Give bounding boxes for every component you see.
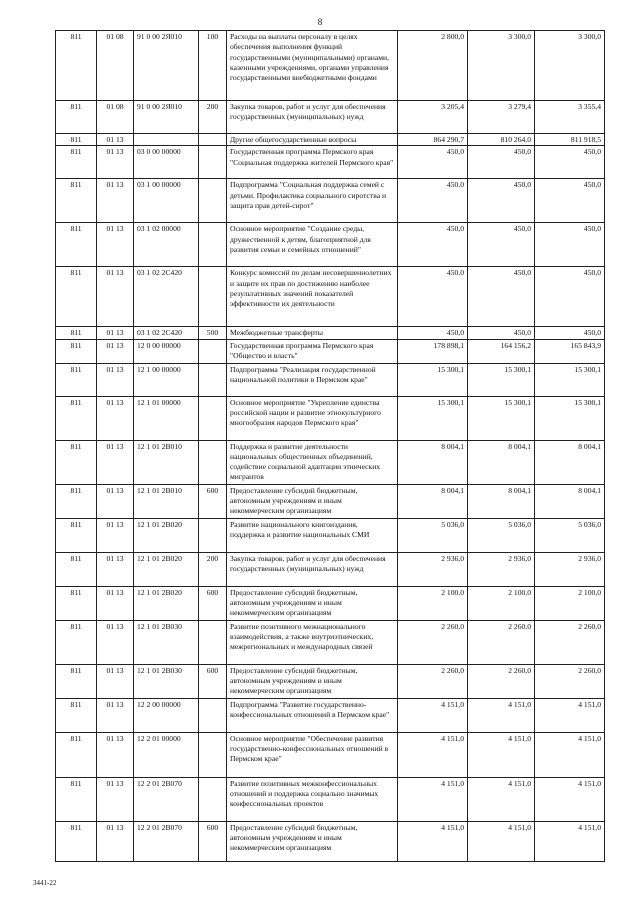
cell-amount-year-2: 164 156,2 (468, 339, 535, 363)
cell-description: Подпрограмма "Реализация государственной национальной политики в Пермском крае" (227, 363, 398, 396)
cell-amount-year-3: 4 151,0 (535, 698, 605, 732)
cell-description: Подпрограмма "Социальная поддержка семей с детьми. Профилактика социального сиротства и защита прав детей-сирот" (227, 179, 398, 223)
cell-section-code: 01 13 (97, 134, 134, 146)
cell-description: Другие общегосударственные вопросы (227, 134, 398, 146)
cell-department-code: 811 (56, 518, 97, 552)
cell-department-code: 811 (56, 363, 97, 396)
cell-section-code: 01 13 (97, 339, 134, 363)
cell-amount-year-3: 450,0 (535, 146, 605, 179)
cell-amount-year-3: 3 355,4 (535, 101, 605, 134)
cell-amount-year-2: 450,0 (468, 223, 535, 267)
table-row (56, 179, 605, 223)
cell-expense-type (199, 179, 227, 223)
table-row (56, 267, 605, 327)
cell-section-code: 01 13 (97, 267, 134, 327)
table-row (56, 664, 605, 698)
cell-target-article: 12 2 01 2В070 (134, 821, 199, 861)
cell-amount-year-3: 3 300,0 (535, 31, 605, 101)
table-row (56, 31, 605, 101)
cell-description: Расходы на выплаты персоналу в целях обеспечения выполнения функций государственными (муниципальными) органами, казенными учреждениями, органами управления государственными внебюджетными фондами (227, 31, 398, 101)
cell-description: Развитие национального книгоиздания, поддержка и развитие национальных СМИ (227, 518, 398, 552)
cell-target-article: 91 0 00 2Я010 (134, 101, 199, 134)
cell-target-article: 03 1 02 2С420 (134, 267, 199, 327)
cell-amount-year-1: 3 205,4 (398, 101, 468, 134)
cell-expense-type (199, 777, 227, 821)
cell-amount-year-1: 8 004,1 (398, 440, 468, 484)
cell-expense-type (199, 339, 227, 363)
cell-target-article: 12 1 01 00000 (134, 396, 199, 440)
cell-amount-year-2: 3 300,0 (468, 31, 535, 101)
cell-section-code: 01 13 (97, 518, 134, 552)
table-row (56, 620, 605, 664)
cell-amount-year-1: 15 300,1 (398, 396, 468, 440)
cell-amount-year-3: 450,0 (535, 327, 605, 339)
cell-description: Поддержка и развитие деятельности национальных общественных объединений, содействие социальной адаптации этнических мигрантов (227, 440, 398, 484)
cell-amount-year-1: 15 300,1 (398, 363, 468, 396)
cell-amount-year-3: 5 036,0 (535, 518, 605, 552)
cell-amount-year-2: 450,0 (468, 327, 535, 339)
table-row (56, 134, 605, 146)
cell-description: Предоставление субсидий бюджетным, автономным учреждениям и иным некоммерческим организациям (227, 664, 398, 698)
cell-amount-year-1: 450,0 (398, 267, 468, 327)
cell-target-article: 12 1 00 00000 (134, 363, 199, 396)
cell-section-code: 01 13 (97, 698, 134, 732)
cell-department-code: 811 (56, 440, 97, 484)
cell-amount-year-1: 2 800,0 (398, 31, 468, 101)
cell-amount-year-3: 2 100,0 (535, 586, 605, 620)
cell-expense-type (199, 396, 227, 440)
cell-amount-year-1: 2 260,0 (398, 664, 468, 698)
cell-expense-type (199, 732, 227, 777)
cell-target-article: 12 1 01 2В020 (134, 552, 199, 586)
cell-section-code: 01 08 (97, 101, 134, 134)
cell-department-code: 811 (56, 396, 97, 440)
table-row (56, 777, 605, 821)
cell-expense-type (199, 698, 227, 732)
cell-department-code: 811 (56, 732, 97, 777)
cell-description: Основное мероприятие "Обеспечение развития государственно-конфессиональных отношений в Пермском крае" (227, 732, 398, 777)
cell-expense-type: 500 (199, 327, 227, 339)
cell-amount-year-1: 4 151,0 (398, 732, 468, 777)
cell-amount-year-3: 8 004,1 (535, 484, 605, 518)
cell-amount-year-1: 4 151,0 (398, 698, 468, 732)
cell-target-article: 12 1 01 2В030 (134, 664, 199, 698)
cell-section-code: 01 13 (97, 821, 134, 861)
cell-expense-type: 100 (199, 31, 227, 101)
table-row (56, 327, 605, 339)
cell-section-code: 01 13 (97, 484, 134, 518)
table-row (56, 732, 605, 777)
cell-amount-year-2: 450,0 (468, 267, 535, 327)
cell-department-code: 811 (56, 267, 97, 327)
cell-amount-year-2: 2 936,0 (468, 552, 535, 586)
cell-description: Подпрограмма "Развитие государственно-конфессиональных отношений в Пермском крае" (227, 698, 398, 732)
cell-description: Основное мероприятие "Создание среды, дружественной к детям, благоприятной для развития семьи и семейных отношений" (227, 223, 398, 267)
budget-table (55, 30, 605, 862)
cell-amount-year-2: 4 151,0 (468, 821, 535, 861)
cell-amount-year-1: 450,0 (398, 146, 468, 179)
cell-expense-type: 600 (199, 664, 227, 698)
table-row (56, 518, 605, 552)
cell-expense-type (199, 620, 227, 664)
cell-department-code: 811 (56, 101, 97, 134)
cell-amount-year-1: 5 036,0 (398, 518, 468, 552)
cell-section-code: 01 13 (97, 777, 134, 821)
cell-description: Конкурс комиссий по делам несовершеннолетних и защите их прав по достижению наиболее результативных значений показателей эффективности их деятельности (227, 267, 398, 327)
table-row (56, 821, 605, 861)
cell-description: Межбюджетные трансферты (227, 327, 398, 339)
table-row (56, 101, 605, 134)
cell-department-code: 811 (56, 777, 97, 821)
table-row (56, 396, 605, 440)
cell-amount-year-2: 5 036,0 (468, 518, 535, 552)
cell-amount-year-1: 2 260,0 (398, 620, 468, 664)
cell-target-article: 12 0 00 00000 (134, 339, 199, 363)
cell-amount-year-2: 450,0 (468, 146, 535, 179)
cell-amount-year-3: 450,0 (535, 267, 605, 327)
cell-section-code: 01 13 (97, 396, 134, 440)
cell-section-code: 01 13 (97, 327, 134, 339)
cell-expense-type (199, 146, 227, 179)
cell-department-code: 811 (56, 484, 97, 518)
cell-description: Предоставление субсидий бюджетным, автономным учреждениям и иным некоммерческим организациям (227, 821, 398, 861)
cell-amount-year-1: 864 290,7 (398, 134, 468, 146)
cell-department-code: 811 (56, 821, 97, 861)
table-row (56, 586, 605, 620)
cell-amount-year-2: 4 151,0 (468, 732, 535, 777)
cell-section-code: 01 13 (97, 586, 134, 620)
cell-amount-year-2: 8 004,1 (468, 440, 535, 484)
cell-target-article: 12 1 01 2В020 (134, 518, 199, 552)
table-row (56, 223, 605, 267)
cell-amount-year-3: 450,0 (535, 223, 605, 267)
cell-amount-year-3: 15 300,1 (535, 396, 605, 440)
budget-table-body (56, 31, 605, 862)
cell-target-article: 12 1 01 2В030 (134, 620, 199, 664)
cell-department-code: 811 (56, 146, 97, 179)
cell-expense-type (199, 267, 227, 327)
cell-amount-year-1: 178 898,1 (398, 339, 468, 363)
cell-department-code: 811 (56, 664, 97, 698)
cell-expense-type (199, 223, 227, 267)
cell-section-code: 01 13 (97, 179, 134, 223)
cell-amount-year-3: 165 843,9 (535, 339, 605, 363)
cell-section-code: 01 13 (97, 363, 134, 396)
cell-description: Развитие позитивных межконфессиональных отношений и поддержка социально значимых конфессиональных проектов (227, 777, 398, 821)
cell-amount-year-3: 2 260,0 (535, 664, 605, 698)
cell-amount-year-2: 15 300,1 (468, 396, 535, 440)
cell-target-article (134, 134, 199, 146)
cell-expense-type: 600 (199, 484, 227, 518)
cell-target-article: 03 1 02 00000 (134, 223, 199, 267)
page-number: 8 (317, 17, 323, 27)
table-row (56, 552, 605, 586)
cell-section-code: 01 13 (97, 440, 134, 484)
cell-expense-type (199, 518, 227, 552)
table-row (56, 146, 605, 179)
cell-amount-year-3: 4 151,0 (535, 777, 605, 821)
cell-amount-year-2: 2 260,0 (468, 620, 535, 664)
cell-department-code: 811 (56, 552, 97, 586)
cell-amount-year-3: 15 300,1 (535, 363, 605, 396)
cell-target-article: 12 1 01 2В010 (134, 440, 199, 484)
cell-department-code: 811 (56, 327, 97, 339)
cell-amount-year-1: 8 004,1 (398, 484, 468, 518)
cell-section-code: 01 13 (97, 732, 134, 777)
cell-description: Закупка товаров, работ и услуг для обеспечения государственных (муниципальных) нужд (227, 552, 398, 586)
cell-amount-year-3: 2 260,0 (535, 620, 605, 664)
cell-amount-year-3: 811 918,5 (535, 134, 605, 146)
cell-target-article: 12 2 01 00000 (134, 732, 199, 777)
cell-description: Государственная программа Пермского края "Общество и власть" (227, 339, 398, 363)
table-row (56, 339, 605, 363)
cell-section-code: 01 08 (97, 31, 134, 101)
cell-section-code: 01 13 (97, 664, 134, 698)
cell-description: Предоставление субсидий бюджетным, автономным учреждениям и иным некоммерческим организациям (227, 586, 398, 620)
cell-description: Основное мероприятие "Укрепление единства российской нации и развитие этнокультурного многообразия народов Пермского края" (227, 396, 398, 440)
cell-amount-year-1: 450,0 (398, 223, 468, 267)
cell-amount-year-2: 2 100,0 (468, 586, 535, 620)
cell-amount-year-1: 450,0 (398, 179, 468, 223)
cell-target-article: 03 1 00 00000 (134, 179, 199, 223)
cell-amount-year-2: 4 151,0 (468, 777, 535, 821)
cell-expense-type: 600 (199, 821, 227, 861)
cell-expense-type (199, 363, 227, 396)
cell-amount-year-3: 8 004,1 (535, 440, 605, 484)
cell-amount-year-3: 450,0 (535, 179, 605, 223)
cell-section-code: 01 13 (97, 146, 134, 179)
cell-expense-type: 200 (199, 552, 227, 586)
cell-section-code: 01 13 (97, 223, 134, 267)
cell-target-article: 03 1 02 2С420 (134, 327, 199, 339)
table-row (56, 698, 605, 732)
cell-amount-year-1: 450,0 (398, 327, 468, 339)
cell-amount-year-1: 2 100,0 (398, 586, 468, 620)
cell-description: Предоставление субсидий бюджетным, автономным учреждениям и иным некоммерческим организациям (227, 484, 398, 518)
cell-expense-type (199, 440, 227, 484)
cell-department-code: 811 (56, 586, 97, 620)
cell-description: Государственная программа Пермского края "Социальная поддержка жителей Пермского края" (227, 146, 398, 179)
cell-department-code: 811 (56, 698, 97, 732)
cell-department-code: 811 (56, 179, 97, 223)
cell-section-code: 01 13 (97, 552, 134, 586)
cell-department-code: 811 (56, 339, 97, 363)
cell-amount-year-2: 8 004,1 (468, 484, 535, 518)
cell-amount-year-2: 3 279,4 (468, 101, 535, 134)
cell-amount-year-2: 2 260,0 (468, 664, 535, 698)
cell-amount-year-2: 4 151,0 (468, 698, 535, 732)
cell-department-code: 811 (56, 31, 97, 101)
cell-amount-year-2: 450,0 (468, 179, 535, 223)
cell-target-article: 91 0 00 2Я010 (134, 31, 199, 101)
cell-target-article: 03 0 00 00000 (134, 146, 199, 179)
cell-description: Развитие позитивного межнационального взаимодействия, а также внутриэтнических, межрегиональных и международных связей (227, 620, 398, 664)
cell-amount-year-2: 810 264,0 (468, 134, 535, 146)
cell-department-code: 811 (56, 223, 97, 267)
cell-amount-year-3: 4 151,0 (535, 732, 605, 777)
table-row (56, 363, 605, 396)
cell-amount-year-2: 15 300,1 (468, 363, 535, 396)
table-row (56, 484, 605, 518)
table-row (56, 440, 605, 484)
cell-amount-year-3: 4 151,0 (535, 821, 605, 861)
cell-amount-year-3: 2 936,0 (535, 552, 605, 586)
cell-target-article: 12 1 01 2В020 (134, 586, 199, 620)
document-code: 3441-22 (33, 879, 57, 887)
cell-target-article: 12 1 01 2В010 (134, 484, 199, 518)
cell-expense-type: 600 (199, 586, 227, 620)
cell-target-article: 12 2 00 00000 (134, 698, 199, 732)
cell-department-code: 811 (56, 620, 97, 664)
cell-department-code: 811 (56, 134, 97, 146)
cell-amount-year-1: 2 936,0 (398, 552, 468, 586)
cell-amount-year-1: 4 151,0 (398, 777, 468, 821)
cell-amount-year-1: 4 151,0 (398, 821, 468, 861)
cell-expense-type (199, 134, 227, 146)
cell-description: Закупка товаров, работ и услуг для обеспечения государственных (муниципальных) нужд (227, 101, 398, 134)
cell-expense-type: 200 (199, 101, 227, 134)
cell-section-code: 01 13 (97, 620, 134, 664)
cell-target-article: 12 2 01 2В070 (134, 777, 199, 821)
